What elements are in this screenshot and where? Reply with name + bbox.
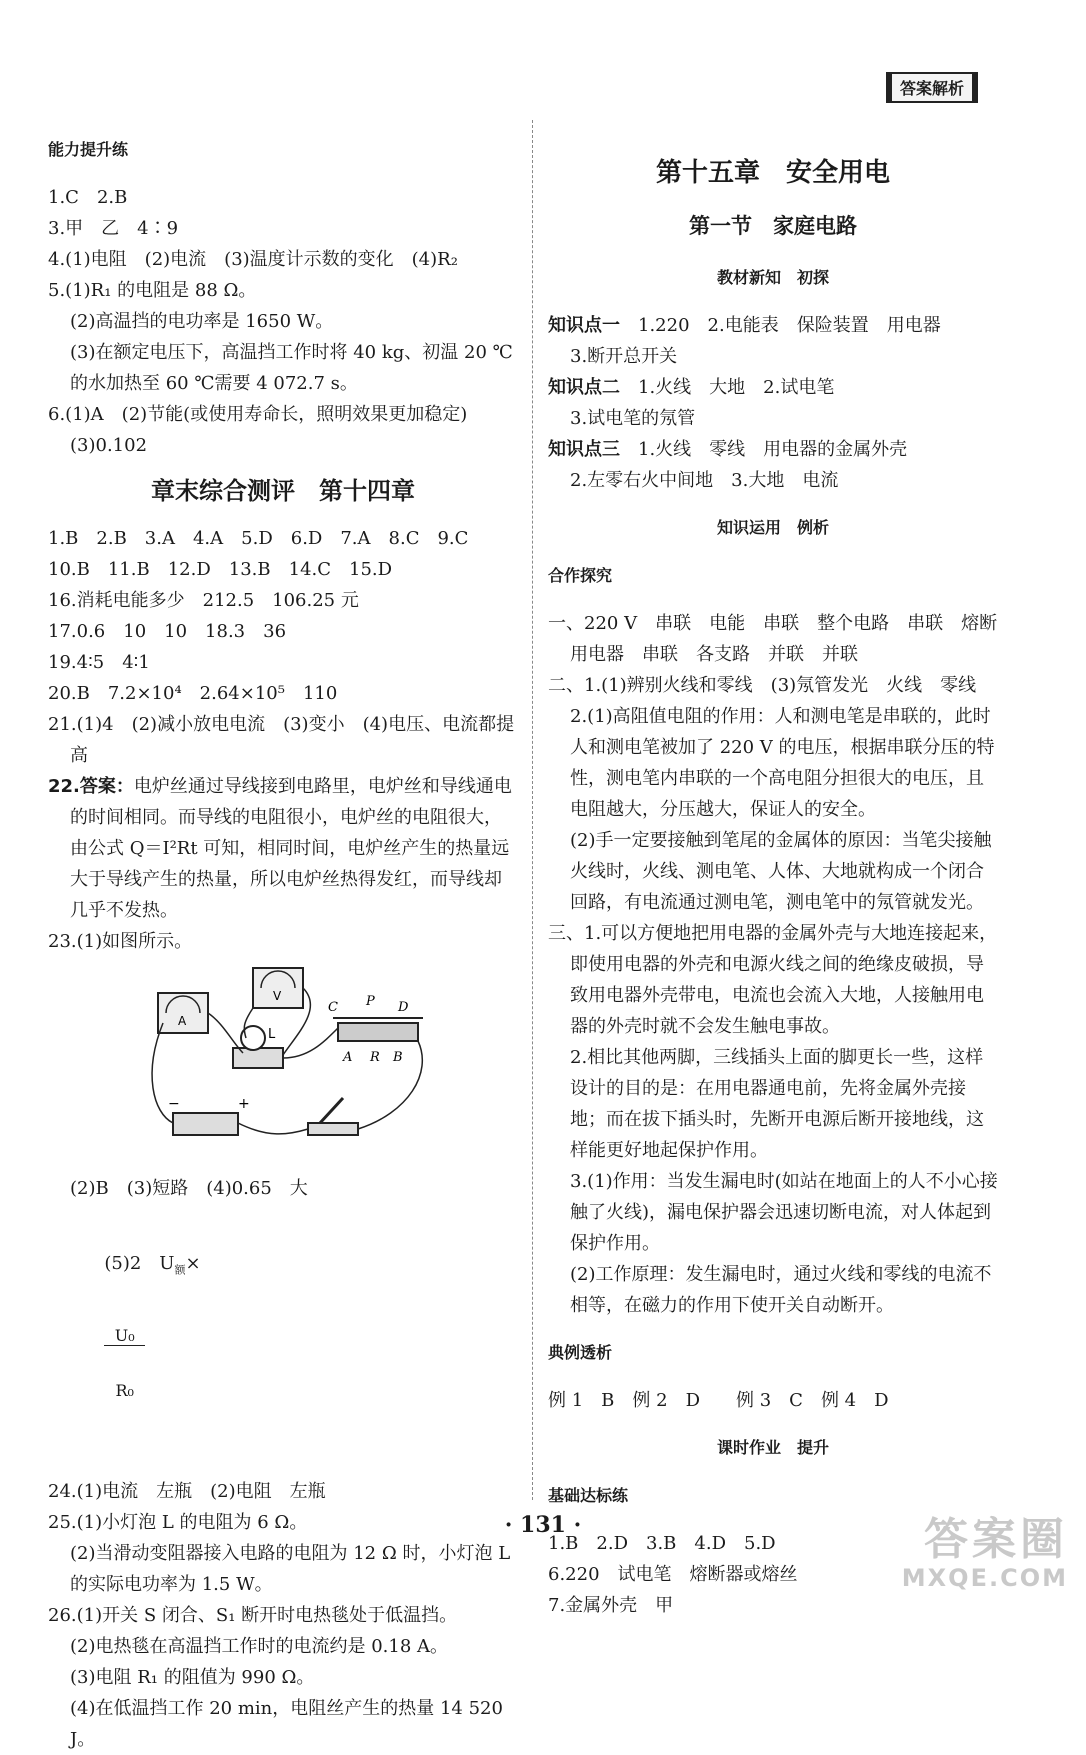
fraction-denominator: R₀ (115, 1380, 134, 1400)
battery-icon (173, 1113, 238, 1135)
knowledge-point-label: 知识点三 (548, 439, 620, 460)
battery-positive-label: + (238, 1096, 250, 1112)
terminal-a-label: A (343, 1050, 353, 1065)
circuit-diagram (148, 963, 448, 1163)
right-column (548, 118, 1016, 1621)
answer-line: 16.消耗电能多少 212.5 106.25 元 (48, 590, 359, 611)
resistor-r-label: R (370, 1050, 380, 1065)
examples-line: 例 1 B 例 2 D 例 3 C 例 4 D (548, 1390, 889, 1411)
answer-formula (48, 1204, 518, 1476)
formula-subscript: 额 (174, 1263, 186, 1277)
subsection-title: 课时作业 提升 (716, 1438, 829, 1457)
answer-line: 26.(1)开关 S 闭合、S₁ 断开时电热毯处于低温挡。 (48, 1604, 458, 1626)
knowledge-point-text: 1.火线 大地 2.试电笔 (620, 377, 835, 398)
answer-line: 24.(1)电流 左瓶 (2)电阻 左瓶 (48, 1480, 326, 1502)
rheostat-icon (338, 1023, 418, 1041)
section-tag: 答案解析 (886, 72, 978, 103)
fraction (104, 1291, 145, 1436)
knowledge-point (548, 372, 998, 403)
subsection-title: 教材新知 初探 (716, 268, 829, 287)
answer-line: (3)电阻 R₁ 的阻值为 990 Ω。 (70, 1666, 315, 1688)
answer-line: 2.(1)高阻值电阻的作用：人和测电笔是串联的，此时人和测电笔被加了 220 V 的电压，根据串联分压的特性，测电笔内串联的一个高电阻分担很大的电压，且电阻越大，分压越大，保证人的安全。 (570, 706, 995, 820)
answer-line: 20.B 7.2×10⁴ 2.64×10⁵ 110 (48, 683, 338, 704)
answer-line: (4)在低温挡工作 20 min，电阻丝产生的热量 14 520 J。 (70, 1697, 509, 1750)
terminal-c-label: C (328, 1000, 338, 1015)
answer-line: 19.4∶5 4∶1 (48, 652, 150, 673)
answer-line: 1.B 2.B 3.A 4.A 5.D 6.D 7.A 8.C 9.C (48, 528, 469, 549)
answer-line: 1.C 2.B (48, 187, 128, 208)
ammeter-label: A (178, 1014, 187, 1028)
answer-line: (2)B (3)短路 (4)0.65 大 (70, 1178, 308, 1199)
switch-icon (308, 1123, 358, 1135)
answer-label: 22.答案： (48, 776, 134, 797)
answer-line: 10.B 11.B 12.D 13.B 14.C 15.D (48, 559, 393, 580)
answer-line: 3.甲 乙 4∶9 (48, 218, 179, 239)
watermark-logo (902, 1516, 1068, 1592)
terminal-d-label: D (398, 1000, 409, 1015)
knowledge-point-label: 知识点一 (548, 315, 620, 336)
chapter-test-title: 章末综合测评 第十四章 (151, 477, 415, 505)
answer-line: (2)工作原理：发生漏电时，通过火线和零线的电流不相等，在磁力的作用下使开关自动断开。 (570, 1264, 992, 1316)
watermark-text: 答案圈 (924, 1514, 1068, 1565)
terminal-b-label: B (393, 1050, 403, 1065)
answer-line: 6.(1)A (2)节能(或使用寿命长，照明效果更加稳定) (48, 404, 468, 425)
answer-line: 23.(1)如图所示。 (48, 931, 193, 952)
answer-line: 三、1.可以方便地把用电器的金属外壳与大地连接起来，即使用电器的外壳和电源火线之间的绝缘皮破损，导致用电器外壳带电，电流也会流入大地，人接触用电器的外壳时就不会发生触电事故。 (548, 923, 998, 1037)
answer-line: 1.B 2.D 3.B 4.D 5.D (548, 1533, 776, 1554)
answer-line: 25.(1)小灯泡 L 的电阻为 6 Ω。 (48, 1511, 308, 1533)
watermark-url: MXQE.COM (901, 1564, 1068, 1592)
slider-p-label: P (366, 994, 375, 1009)
answer-line: 6.220 试电笔 熔断器或熔丝 (548, 1564, 798, 1585)
knowledge-point (548, 434, 998, 465)
basic-practice-title: 基础达标练 (548, 1486, 629, 1505)
knowledge-point-text: 1.火线 零线 用电器的金属外壳 (620, 439, 908, 460)
answer-line: 一、220 V 串联 电能 串联 整个电路 串联 熔断 用电器 串联 各支路 并联 并联 (548, 613, 1016, 665)
section-title: 能力提升练 (48, 140, 129, 159)
voltmeter-label: V (273, 989, 282, 1003)
answer-line: (3)在额定电压下，高温挡工作时将 40 kg、初温 20 ℃的水加热至 60 ℃需要 4 072.7 s。 (70, 342, 513, 394)
cooperation-title: 合作探究 (548, 566, 613, 585)
column-divider (532, 120, 533, 1500)
answer-q22 (48, 771, 518, 926)
answer-line: (3)0.102 (70, 435, 148, 456)
answer-line: (2)电热毯在高温挡工作时的电流约是 0.18 A。 (70, 1635, 449, 1657)
left-column (48, 118, 518, 1755)
knowledge-point-label: 知识点二 (548, 377, 620, 398)
answer-line: 3.断开总开关 (570, 346, 678, 367)
answer-line: (2)高温挡的电功率是 1650 W。 (70, 311, 334, 332)
formula-prefix: (5)2 U (104, 1253, 175, 1274)
knowledge-point (548, 310, 998, 341)
examples-title: 典例透析 (548, 1343, 613, 1362)
chapter-title: 第十五章 安全用电 (655, 158, 890, 188)
subsection-title: 知识运用 例析 (716, 518, 829, 537)
answer-line: 17.0.6 10 10 18.3 36 (48, 621, 287, 642)
answer-line: 2.相比其他两脚，三线插头上面的脚更长一些，这样设计的目的是：在用电器通电前，先将金属外壳接地；而在拔下插头时，先断开电源后断开接地线，这样能更好地起保护作用。 (570, 1047, 984, 1161)
knowledge-point-text: 1.220 2.电能表 保险装置 用电器 (620, 315, 941, 336)
answer-line: 3.试电笔的氖管 (570, 408, 696, 429)
page-number: · 131 · (504, 1512, 582, 1538)
answer-line: 3.(1)作用：当发生漏电时(如站在地面上的人不小心接触了火线)，漏电保护器会迅速切断电流，对人体起到保护作用。 (570, 1171, 998, 1254)
answer-line: 2.左零右火中间地 3.大地 电流 (570, 470, 839, 491)
fraction-numerator: U₀ (104, 1327, 145, 1346)
answer-line: (2)当滑动变阻器接入电路的电阻为 12 Ω 时，小灯泡 L 的实际电功率为 1.5 W。 (70, 1542, 516, 1595)
answer-line: 21.(1)4 (2)减小放电电流 (3)变小 (4)电压、电流都提高 (48, 714, 515, 766)
battery-negative-label: − (168, 1096, 180, 1112)
answer-line: 7.金属外壳 甲 (548, 1595, 674, 1616)
answer-text: 电炉丝通过导线接到电路里，电炉丝和导线通电的时间相同。而导线的电阻很小，电炉丝的电阻很大，由公式 Q＝I²Rt 可知，相同时间，电炉丝产生的热量远大于导线产生的热量，所以电炉丝热得发红，而导线却几乎不发热。 (70, 776, 512, 921)
answer-line: 5.(1)R₁ 的电阻是 88 Ω。 (48, 280, 257, 301)
lesson-title: 第一节 家庭电路 (689, 214, 857, 238)
answer-line: 二、1.(1)辨别火线和零线 (3)氖管发光 火线 零线 (548, 675, 977, 696)
formula-times: × (185, 1253, 201, 1274)
bulb-label: L (268, 1027, 276, 1042)
answer-line: (2)手一定要接触到笔尾的金属体的原因：当笔尖接触火线时，火线、测电笔、人体、大地就构成一个闭合回路，有电流通过测电笔，测电笔中的氖管就发光。 (570, 830, 992, 913)
answer-line: 4.(1)电阻 (2)电流 (3)温度计示数的变化 (4)R₂ (48, 249, 458, 270)
